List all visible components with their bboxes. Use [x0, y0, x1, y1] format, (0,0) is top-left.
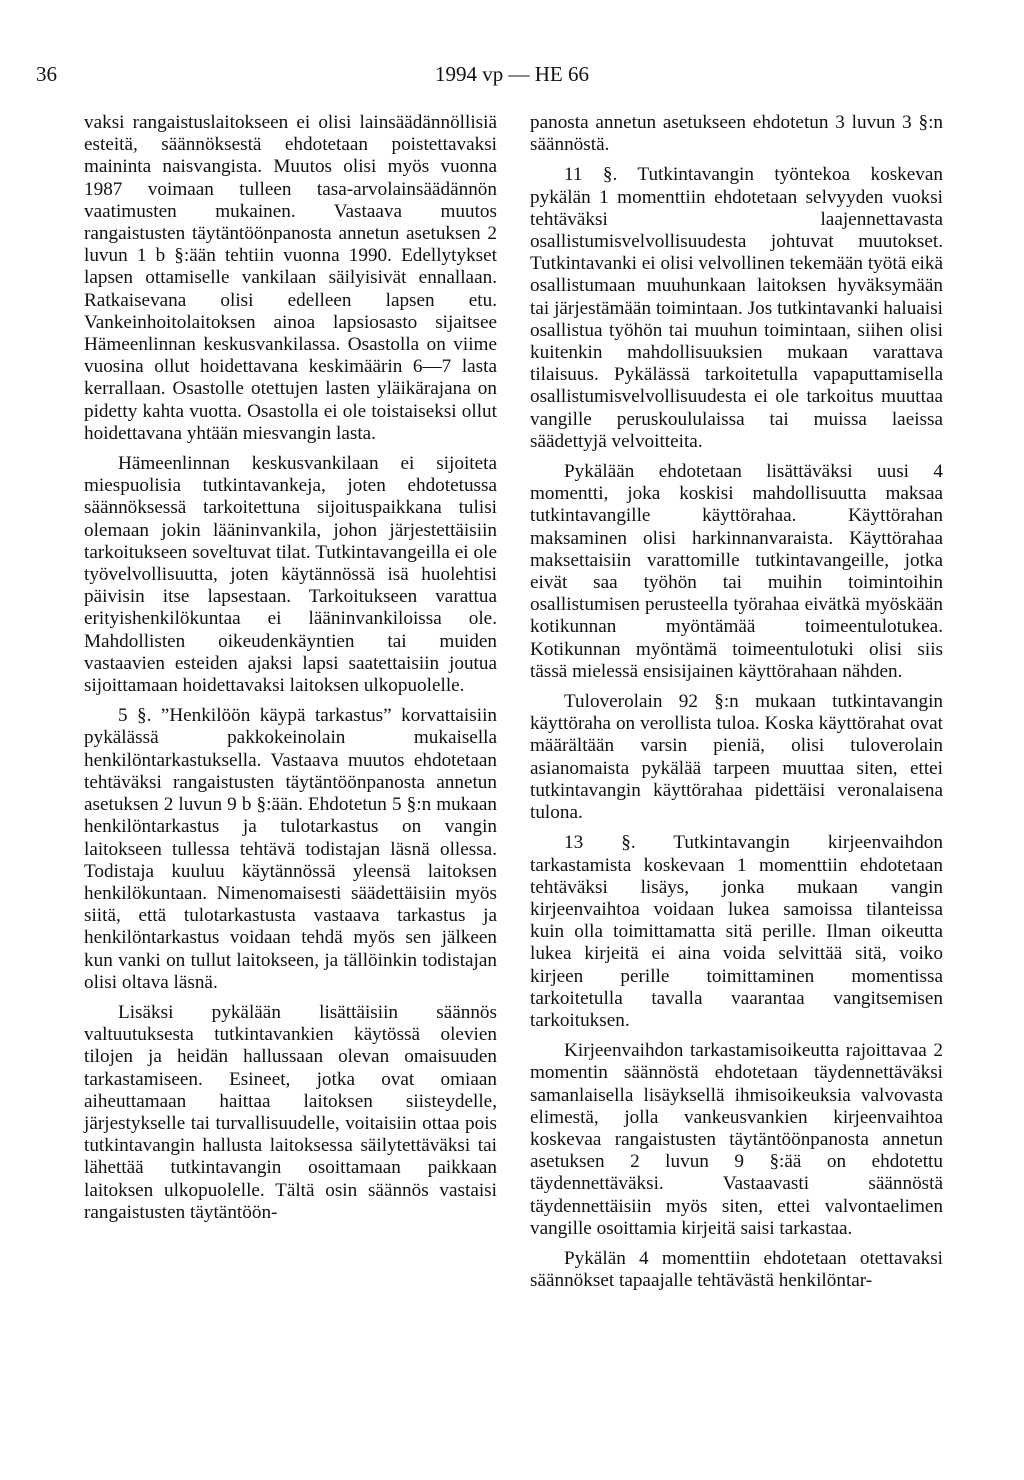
paragraph: Pykälän 4 momenttiin ehdotetaan otettavaksi säännökset tapaajalle tehtävästä henkilöntar-: [530, 1247, 943, 1292]
paragraph: 13 §. Tutkintavangin kirjeenvaihdon tarkastamista koskevaan 1 momenttiin ehdotetaan tehtäväksi lisäys, jonka mukaan vangin kirjeenvaihtoa voidaan lukea samoissa tilanteissa kuin olla toimittamatta sitä perille. Ilman oikeutta lukea kirjeitä ei aina voida selvittää sitä, voiko kirjeen perille toimittaminen momentissa tarkoitetulla tavalla vaarantaa vangitsemisen tarkoituksen.: [530, 832, 943, 1031]
paragraph: 11 §. Tutkintavangin työntekoa koskevan pykälän 1 momenttiin ehdotetaan selvyyden vuoksi tehtäväksi laajennettavasta osallistumisvelvollisuudesta johtuvat muutokset. Tutkintavanki ei olisi velvollinen tekemään työtä eikä osallistumaan muuhunkaan laitoksen hyväksymään tai järjestämään toimintaan. Jos tutkintavanki haluaisi osallistua työhön tai muuhun toimintaan, siihen olisi kuitenkin mahdollisuuksien mukaan varattava tilaisuus. Pykälässä tarkoitetulla vapaputtamisella osallistumisvelvollisuudesta ei ole tarkoitus muuttaa vangille peruskoululaissa tai muissa laeissa säädettyjä velvoitteita.: [530, 164, 943, 452]
right-text-column: [530, 112, 943, 1292]
paragraph: Pykälään ehdotetaan lisättäväksi uusi 4 momentti, joka koskisi mahdollisuutta maksaa tutkintavangille käyttörahaa. Käyttörahan maksaminen olisi harkinnanvaraista. Käyttörahaa maksettaisiin varattomille tutkintavangeille, jotka eivät saa työhön tai muihin toimintoihin osallistumisen perusteella työrahaa eivätkä myöskään kotikunnan myöntämää toimeentulotukea. Kotikunnan myöntämä toimeentulotuki olisi siis tässä mielessä ensisijainen käyttörahaan nähden.: [530, 461, 943, 682]
paragraph: panosta annetun asetukseen ehdotetun 3 luvun 3 §:n säännöstä.: [530, 112, 943, 156]
paragraph: Kirjeenvaihdon tarkastamisoikeutta rajoittavaa 2 momentin säännöstä ehdotetaan täydennettäväksi samanlaisella lisäyksellä ihmisoikeuksia valvovasta elimestä, jolla vankeusvankien kirjeenvaihtoa koskevaa rangaistusten täytäntöönpanosta annetun asetuksen 2 luvun 9 §:ää on ehdotettu täydennettäväksi. Vastaavasti säännöstä täydennettäisiin myös siten, ettei valvontaelimen vangille osoittamia kirjeitä saisi tarkastaa.: [530, 1040, 943, 1239]
paragraph: Hämeenlinnan keskusvankilaan ei sijoiteta miespuolisia tutkintavankeja, joten ehdotetussa säännöksessä tarkoitettuna sijoituspaikkana tulisi olemaan jokin lääninvankila, johon järjestettäisiin tarkoitukseen soveltuvat tilat. Tutkintavangeilla ei ole työvelvollisuutta, joten käytännössä isä huolehtisi päivisin itse lapsestaan. Tarkoitukseen varattua erityishenkilökuntaa ei lääninvankiloissa ole. Mahdollisten oikeudenkäyntien tai muiden vastaavien esteiden ajaksi lapsi saatettaisiin joutua sijoittamaan hoidettavaksi laitoksen ulkopuolelle.: [84, 453, 497, 697]
paragraph: Tuloverolain 92 §:n mukaan tutkintavangin käyttöraha on verollista tuloa. Koska käyttörahat ovat määrältään varsin pieniä, olisi tuloverolain asianomaista pykälää tarpeen muuttaa siten, ettei tutkintavangin käyttörahaa pidettäisi veronalaisena tulona.: [530, 691, 943, 824]
paragraph: 5 §. ”Henkilöön käypä tarkastus” korvattaisiin pykälässä pakkokeinolain mukaisella henkilöntarkastuksella. Vastaava muutos ehdotetaan tehtäväksi rangaistusten täytäntöönpanosta annetun asetuksen 2 luvun 9 b §:ään. Ehdotetun 5 §:n mukaan henkilöntarkastus ja tulotarkastus on vangin laitokseen tullessa tehtävä todistajan läsnä ollessa. Todistaja kuuluu käytännössä yleensä laitoksen henkilökuntaan. Nimenomaisesti säädettäisiin myös siitä, että tulotarkastusta vastaava tarkastus ja henkilöntarkastus voidaan tehdä myös sen jälkeen kun vanki on tullut laitokseen, ja tällöinkin todistajan olisi oltava läsnä.: [84, 705, 497, 993]
page-header-title: 1994 vp — HE 66: [435, 62, 589, 86]
paragraph: Lisäksi pykälään lisättäisiin säännös valtuutuksesta tutkintavankien käytössä olevien tilojen ja heidän hallussaan olevan omaisuuden tarkastamiseen. Esineet, jotka ovat omiaan aiheuttamaan haittaa laitoksen siisteydelle, järjestykselle tai turvallisuudelle, voitaisiin ottaa pois tutkintavangin hallusta laitoksessa säilytettäväksi tai lähettää tutkintavangin osoittamaan paikkaan laitoksen ulkopuolelle. Tältä osin säännös vastaisi rangaistusten täytäntöön-: [84, 1001, 497, 1223]
page-number: 36: [36, 62, 57, 86]
left-text-column: [84, 112, 497, 1224]
paragraph: vaksi rangaistuslaitokseen ei olisi lainsäädännöllisiä esteitä, säännöksestä ehdotetaan poistettavaksi maininta naisvangista. Muutos olisi myös vuonna 1987 voimaan tulleen tasa-arvolainsäädännön vaatimusten mukainen. Vastaava muutos rangaistusten täytäntöönpanosta annetun asetuksen 2 luvun 1 b §:ään tehtiin vuonna 1990. Edellytykset lapsen ottamiselle vankilaan säilyisivät ennallaan. Ratkaisevana olisi edelleen lapsen etu. Vankeinhoitolaitoksen ainoa lapsiosasto sijaitsee Hämeenlinnan keskusvankilassa. Osastolla on viime vuosina ollut hoidettavana keskimäärin 6—7 lasta kerrallaan. Osastolle otettujen lasten yläikärajana on pidetty kahta vuotta. Osastolla ei ole toistaiseksi ollut hoidettavana yhtään miesvangin lasta.: [84, 112, 497, 444]
